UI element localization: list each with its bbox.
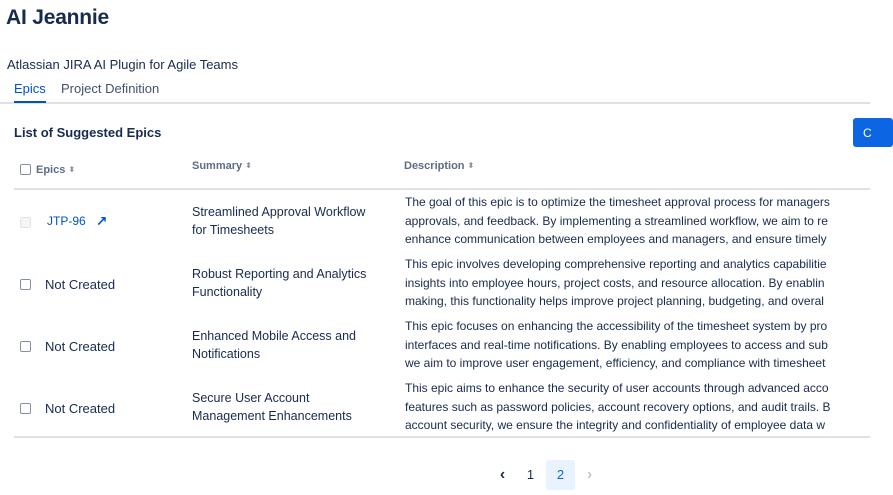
app-subtitle: Atlassian JIRA AI Plugin for Agile Teams [7, 57, 238, 72]
page-button-1[interactable]: 1 [516, 460, 545, 490]
create-button[interactable]: C [853, 118, 893, 147]
description-line: This epic aims to enhance the security of user accounts through advanced acco [405, 381, 829, 395]
summary-line: Management Enhancements [192, 409, 352, 423]
table-row [14, 190, 870, 252]
table-row [14, 376, 870, 438]
description-cell [405, 193, 875, 249]
chevron-left-icon[interactable]: ‹ [488, 460, 517, 490]
description-cell [405, 379, 875, 435]
epic-status: Not Created [45, 339, 116, 354]
sort-icon: ⬍ [245, 161, 252, 170]
summary-line: Notifications [192, 347, 261, 361]
column-header-label: Description [404, 160, 465, 172]
description-cell [405, 317, 875, 373]
epic-status: Not Created [45, 401, 116, 416]
summary-line: Streamlined Approval Workflow [192, 205, 366, 219]
sort-icon: ⬍ [68, 165, 76, 174]
row-checkbox[interactable] [20, 403, 31, 414]
description-line: This epic focuses on enhancing the accessibility of the timesheet system by pro [405, 319, 828, 333]
row-checkbox[interactable] [20, 341, 31, 352]
column-header-label: Summary [192, 160, 243, 172]
summary-line: Enhanced Mobile Access and [192, 329, 356, 343]
table-bottom-border [14, 436, 870, 438]
summary-cell [192, 327, 392, 363]
summary-line: for Timesheets [192, 223, 274, 237]
chevron-right-icon: › [575, 460, 604, 490]
section-title: List of Suggested Epics [14, 125, 162, 140]
description-line: interfaces and real-time notifications. By enabling employees to access and sub [405, 337, 828, 352]
description-line: features such as password policies, account recovery options, and audit trails. B [405, 399, 831, 414]
column-header-description[interactable] [404, 160, 474, 172]
app-title: AI Jeannie [6, 6, 110, 29]
row-checkbox [20, 217, 31, 228]
description-line: The goal of this epic is to optimize the timesheet approval process for managers [405, 195, 830, 209]
epic-cell [47, 214, 107, 228]
description-cell [405, 255, 875, 311]
summary-cell [192, 203, 392, 239]
select-all-checkbox[interactable] [20, 164, 31, 175]
epic-status: Not Created [45, 277, 116, 292]
table-row [14, 252, 870, 314]
description-line: we aim to improve user engagement, efficiency, and compliance with timesheet [405, 356, 826, 370]
tab-project-definition[interactable]: Project Definition [61, 81, 160, 96]
description-line: approvals, and feedback. By implementing a streamlined workflow, we aim to re [405, 213, 828, 228]
epic-link[interactable]: JTP-96 [47, 214, 86, 228]
summary-cell [192, 265, 392, 301]
page-button-2[interactable]: 2 [546, 460, 575, 490]
description-line: making, this functionality helps improve project planning, budgeting, and overal [405, 294, 824, 308]
description-line: insights into employee hours, project costs, and resource allocation. By enablin [405, 275, 825, 290]
description-line: This epic involves developing comprehensive reporting and analytics capabilitie [405, 257, 827, 271]
summary-line: Functionality [192, 285, 263, 299]
summary-line: Secure User Account [192, 391, 310, 405]
summary-cell [192, 389, 392, 425]
column-header-label: Epics [36, 164, 66, 176]
description-line: enhance communication between employees and managers, and ensure timely [405, 232, 827, 246]
sort-icon: ⬍ [467, 161, 475, 170]
tab-epics[interactable]: Epics [14, 81, 46, 100]
table-header [14, 152, 870, 190]
row-checkbox[interactable] [20, 279, 31, 290]
pagination [0, 460, 870, 490]
table-row [14, 314, 870, 376]
description-line: account security, we ensure the integrity and confidentiality of employee data w [405, 418, 826, 432]
column-header-summary[interactable] [192, 160, 252, 172]
column-header-epics[interactable] [36, 164, 75, 176]
tab-bar [0, 80, 870, 104]
summary-line: Robust Reporting and Analytics [192, 267, 367, 281]
external-link-icon[interactable]: ↗ [95, 213, 108, 229]
